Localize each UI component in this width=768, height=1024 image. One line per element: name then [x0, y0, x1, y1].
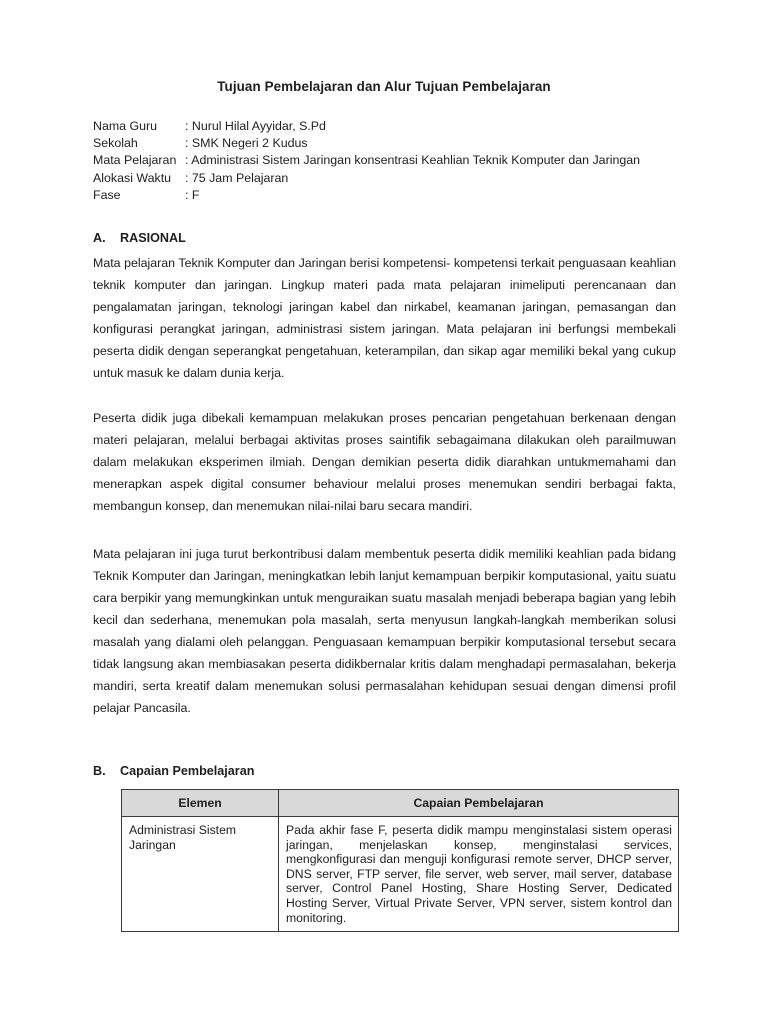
table-header-element: Elemen — [122, 790, 279, 817]
table-header-outcome: Capaian Pembelajaran — [279, 790, 679, 817]
info-label: Nama Guru — [93, 119, 158, 133]
section-title: Capaian Pembelajaran — [120, 764, 255, 778]
table-header-row — [122, 790, 679, 817]
info-label: Alokasi Waktu — [93, 170, 172, 185]
info-row-time — [93, 170, 640, 187]
table-cell-outcome: Pada akhir fase F, peserta didik mampu menginstalasi sistem operasi jaringan, menjelaskan konsep, menginstalasi services, mengkonfigurasi dan menguji konfigurasi remote server, DHCP server, DNS server, FTP server, file server, web server, mail server, database server, Control Panel Hosting, Share Hosting Server, Dedicated Hosting Server, Virtual Private Server, VPN server, sistem kontrol dan monitoring. — [279, 817, 679, 932]
section-number: A. — [93, 231, 106, 245]
info-label: Sekolah — [93, 136, 138, 151]
table-row — [122, 817, 679, 932]
info-value: : 75 Jam Pelajaran — [185, 170, 289, 185]
section-b-heading — [93, 764, 254, 778]
info-row-phase — [93, 187, 640, 204]
table-cell-element: Administrasi Sistem Jaringan — [122, 817, 279, 932]
info-value: : Nurul Hilal Ayyidar, S.Pd — [185, 119, 326, 133]
learning-outcomes-table — [121, 789, 679, 932]
document-title: Tujuan Pembelajaran dan Alur Tujuan Pembelajaran — [217, 79, 551, 94]
info-label: Fase — [93, 187, 121, 202]
info-label: Mata Pelajaran — [93, 153, 177, 168]
info-value: : Administrasi Sistem Jaringan konsentrasi Keahlian Teknik Komputer dan Jaringan — [185, 153, 641, 168]
info-row-subject — [93, 152, 640, 169]
section-number: B. — [93, 764, 106, 778]
info-row-school — [93, 135, 640, 152]
info-value: : SMK Negeri 2 Kudus — [185, 136, 308, 151]
paragraph-rasional-1: Mata pelajaran Teknik Komputer dan Jaringan berisi kompetensi- kompetensi terkait penguasaan keahlian teknik komputer dan jaringan. Lingkup materi pada mata pelajaran inimeliputi perencanaan dan pengalamatan jaringan, teknologi jaringan kabel dan nirkabel, keamanan jaringan, pemasangan dan konfigurasi perangkat jaringan, administrasi sistem jaringan. Mata pelajaran ini berfungsi membekali peserta didik dengan seperangkat pengetahuan, keterampilan, dan sikap agar memiliki bekal yang cukup untuk masuk ke dalam dunia kerja. — [93, 256, 676, 380]
info-row-teacher — [93, 118, 640, 135]
teacher-info — [93, 118, 640, 204]
section-a-heading — [93, 231, 186, 245]
section-title: RASIONAL — [120, 231, 186, 245]
info-value: : F — [185, 187, 200, 202]
paragraph-rasional-2: Peserta didik juga dibekali kemampuan melakukan proses pencarian pengetahuan berkenaan dengan materi pelajaran, melalui berbagai aktivitas proses saintifik sebagaimana dilakukan oleh parailmuwan dalam melakukan eksperimen ilmiah. Dengan demikian peserta didik diarahkan untukmemahami dan menerapkan aspek digital consumer behaviour melalui proses menemukan sendiri berbagai fakta, membangun konsep, dan menemukan nilai-nilai baru secara mandiri. — [93, 411, 676, 513]
paragraph-rasional-3: Mata pelajaran ini juga turut berkontribusi dalam membentuk peserta didik memiliki keahlian pada bidang Teknik Komputer dan Jaringan, meningkatkan lebih lanjut kemampuan berpikir komputasional, yaitu suatu cara berpikir yang memungkinkan untuk menguraikan suatu masalah menjadi beberapa bagian yang lebih kecil dan sederhana, menemukan pola masalah, serta menyusun langkah-langkah memberikan solusi masalah yang dialami oleh pelanggan. Penguasaan kemampuan berpikir komputasional tersebut secara tidak langsung akan membiasakan peserta didikbernalar kritis dalam menghadapi permasalahan, bekerja mandiri, serta kreatif dalam menemukan solusi permasalahan kehidupan sesuai dengan dimensi profil pelajar Pancasila. — [93, 547, 676, 715]
